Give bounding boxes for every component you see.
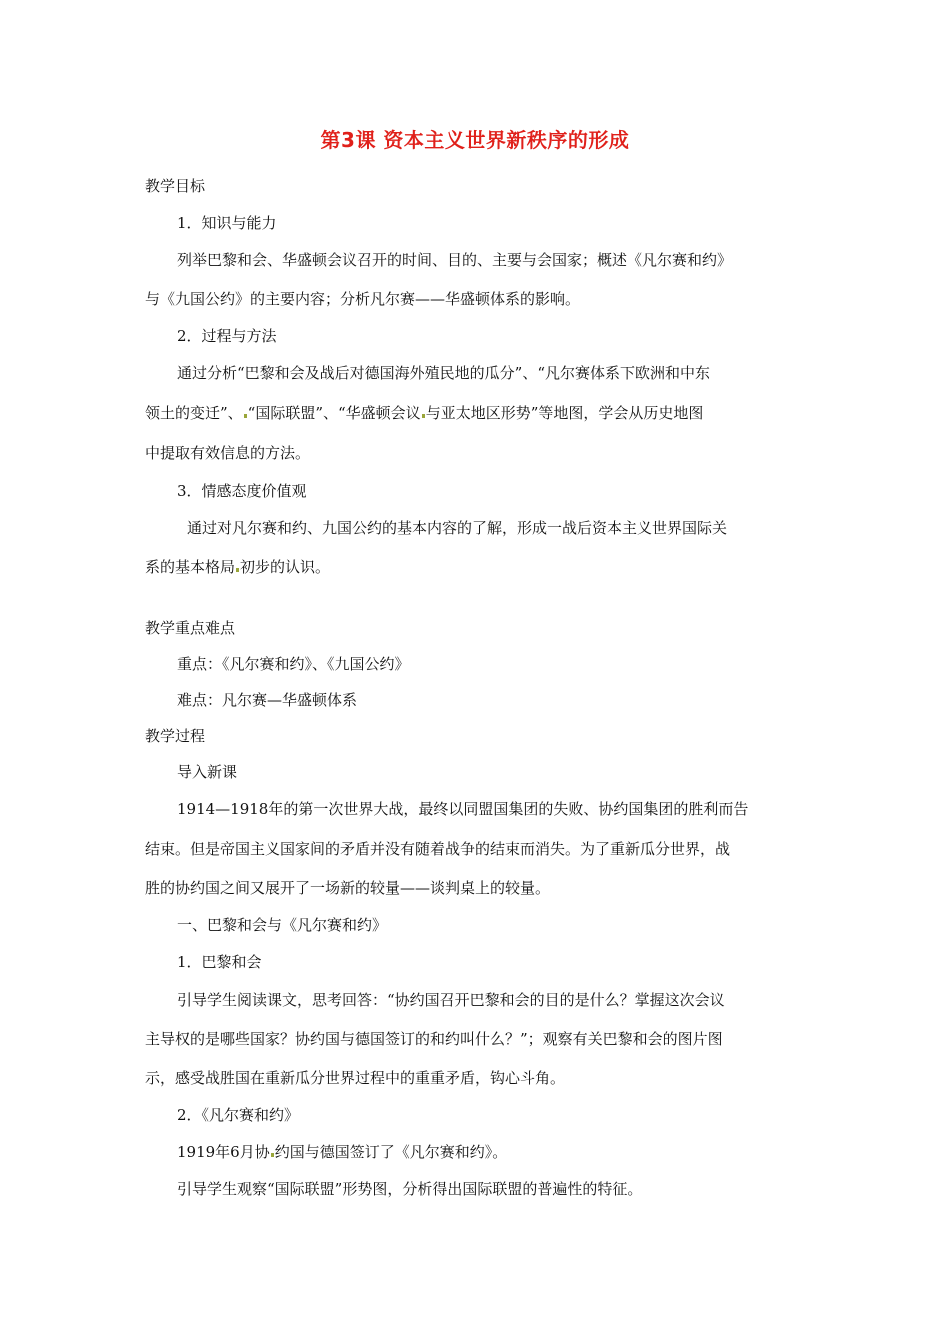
objective-2-text-line-2-part-c: 与亚太地区形势”等地图，学会从历史地图 <box>425 404 704 422</box>
part-1-sub-2-text-line-2: 引导学生观察“国际联盟”形势图，分析得出国际联盟的普遍性的特征。 <box>177 1180 643 1198</box>
green-mark-icon <box>422 414 425 418</box>
difficult-point: 难点：凡尔赛—华盛顿体系 <box>177 691 358 709</box>
lesson-title: 第3课 资本主义世界新秩序的形成 <box>320 128 630 152</box>
keypoints-heading: 教学重点难点 <box>145 619 236 637</box>
green-mark-icon <box>244 414 247 418</box>
intro-text-line-1: 1914—1918年的第一次世界大战，最终以同盟国集团的失败、协约国集团的胜利而告 <box>177 800 749 818</box>
part-1-heading: 一、巴黎和会与《凡尔赛和约》 <box>177 916 388 934</box>
objective-2-text-line-2-part-a: 领土的变迁”、 <box>145 404 243 422</box>
objective-2-text-line-3: 中提取有效信息的方法。 <box>145 444 311 462</box>
objective-2-heading: 2．过程与方法 <box>177 327 277 345</box>
key-point: 重点：《凡尔赛和约》、《九国公约》 <box>177 655 410 673</box>
part-1-sub-2-heading: 2．《凡尔赛和约》 <box>177 1106 300 1124</box>
objective-1-text-line-2: 与《九国公约》的主要内容；分析凡尔赛——华盛顿体系的影响。 <box>145 290 581 308</box>
part-1-sub-1-text-line-2: 主导权的是哪些国家？协约国与德国签订的和约叫什么？”；观察有关巴黎和会的图片图 <box>145 1030 723 1048</box>
green-mark-icon <box>236 568 239 572</box>
objective-2-text-line-1: 通过分析“巴黎和会及战后对德国海外殖民地的瓜分”、“凡尔赛体系下欧洲和中东 <box>177 364 711 382</box>
objective-1-heading: 1．知识与能力 <box>177 214 277 232</box>
objective-2-text-line-2-part-b: “国际联盟”、“华盛顿会议 <box>247 404 421 422</box>
green-mark-icon <box>271 1153 274 1157</box>
part-1-sub-1-text-line-1: 引导学生阅读课文，思考回答：“协约国召开巴黎和会的目的是什么？掌握这次会议 <box>177 991 725 1009</box>
intro-heading: 导入新课 <box>177 763 238 781</box>
part-1-sub-2-text-line-1 <box>177 1142 507 1162</box>
objective-3-text-line-2-part-b: 初步的认识。 <box>240 558 331 576</box>
objective-2-text-line-2 <box>145 403 703 423</box>
objective-3-text-line-1: 通过对凡尔赛和约、九国公约的基本内容的了解，形成一战后资本主义世界国际关 <box>187 519 728 537</box>
objective-3-text-line-2 <box>145 557 330 577</box>
objective-3-text-line-2-part-a: 系的基本格局 <box>145 558 236 576</box>
process-heading: 教学过程 <box>145 727 206 745</box>
part-1-sub-2-text-line-1-part-a: 1919年6月协 <box>177 1143 270 1161</box>
objective-3-heading: 3．情感态度价值观 <box>177 482 307 500</box>
objectives-heading: 教学目标 <box>145 177 206 195</box>
part-1-sub-1-text-line-3: 示，感受战胜国在重新瓜分世界过程中的重重矛盾，钩心斗角。 <box>145 1069 566 1087</box>
intro-text-line-2: 结束。但是帝国主义国家间的矛盾并没有随着战争的结束而消失。为了重新瓜分世界，战 <box>145 840 731 858</box>
part-1-sub-1-heading: 1．巴黎和会 <box>177 953 262 971</box>
objective-1-text-line-1: 列举巴黎和会、华盛顿会议召开的时间、目的、主要与会国家；概述《凡尔赛和约》 <box>177 251 733 269</box>
part-1-sub-2-text-line-1-part-b: 约国与德国签订了《凡尔赛和约》。 <box>274 1143 508 1161</box>
intro-text-line-3: 胜的协约国之间又展开了一场新的较量——谈判桌上的较量。 <box>145 879 551 897</box>
